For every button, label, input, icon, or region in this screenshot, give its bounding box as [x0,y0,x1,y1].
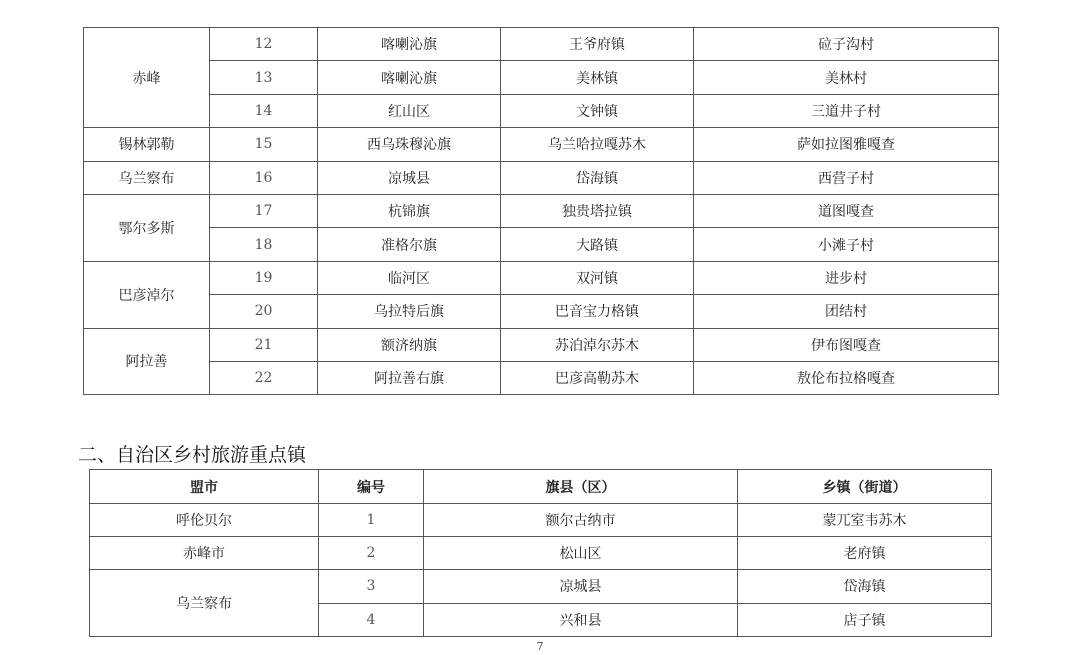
village-cell: 萨如拉图雅嘎查 [694,128,999,161]
county-cell: 凉城县 [318,161,501,194]
town-table [89,469,992,637]
town-cell: 岱海镇 [501,161,694,194]
header-league: 盟市 [90,470,319,504]
table-row [90,504,992,537]
page-number: 7 [536,640,544,653]
village-cell: 西营子村 [694,161,999,194]
county-cell: 额尔古纳市 [424,504,738,537]
table-row [90,570,992,603]
table-row [84,328,999,361]
county-cell: 喀喇沁旗 [318,61,501,94]
number-cell: 17 [210,194,318,227]
county-cell: 阿拉善右旗 [318,361,501,394]
village-cell: 美林村 [694,61,999,94]
village-cell: 敖伦布拉格嘎查 [694,361,999,394]
table-header-row [90,470,992,504]
county-cell: 临河区 [318,261,501,294]
league-cell: 鄂尔多斯 [84,194,210,261]
number-cell: 4 [319,603,424,636]
county-cell: 西乌珠穆沁旗 [318,128,501,161]
number-cell: 12 [210,28,318,61]
header-town: 乡镇（街道） [738,470,992,504]
county-cell: 准格尔旗 [318,228,501,261]
village-cell: 进步村 [694,261,999,294]
town-cell: 巴彦高勒苏木 [501,361,694,394]
number-cell: 3 [319,570,424,603]
town-cell: 巴音宝力格镇 [501,295,694,328]
section-title: 二、自治区乡村旅游重点镇 [78,444,307,466]
header-county: 旗县（区） [424,470,738,504]
town-cell: 独贵塔拉镇 [501,194,694,227]
county-cell: 松山区 [424,537,738,570]
village-cell: 小滩子村 [694,228,999,261]
league-cell: 锡林郭勒 [84,128,210,161]
header-number: 编号 [319,470,424,504]
county-cell: 兴和县 [424,603,738,636]
table-row [84,128,999,161]
county-cell: 红山区 [318,94,501,127]
league-cell: 乌兰察布 [84,161,210,194]
town-cell: 苏泊淖尔苏木 [501,328,694,361]
number-cell: 2 [319,537,424,570]
village-cell: 道图嘎查 [694,194,999,227]
table-row [84,194,999,227]
town-cell: 大路镇 [501,228,694,261]
number-cell: 22 [210,361,318,394]
table-row [84,228,999,261]
county-cell: 额济纳旗 [318,328,501,361]
village-cell: 砬子沟村 [694,28,999,61]
league-cell: 呼伦贝尔 [90,504,319,537]
number-cell: 15 [210,128,318,161]
number-cell: 18 [210,228,318,261]
village-table [83,27,999,395]
table-row [84,361,999,394]
number-cell: 14 [210,94,318,127]
table-row [90,537,992,570]
village-cell: 团结村 [694,295,999,328]
number-cell: 16 [210,161,318,194]
table-row [84,61,999,94]
league-cell: 乌兰察布 [90,570,319,636]
county-cell: 凉城县 [424,570,738,603]
table-row [84,28,999,61]
table-row [84,295,999,328]
town-cell: 双河镇 [501,261,694,294]
town-cell: 老府镇 [738,537,992,570]
number-cell: 1 [319,504,424,537]
county-cell: 乌拉特后旗 [318,295,501,328]
number-cell: 21 [210,328,318,361]
table-row [84,94,999,127]
town-cell: 乌兰哈拉嘎苏木 [501,128,694,161]
town-cell: 文钟镇 [501,94,694,127]
table-row [84,161,999,194]
town-cell: 美林镇 [501,61,694,94]
village-cell: 伊布图嘎查 [694,328,999,361]
number-cell: 19 [210,261,318,294]
town-cell: 蒙兀室韦苏木 [738,504,992,537]
village-cell: 三道井子村 [694,94,999,127]
county-cell: 杭锦旗 [318,194,501,227]
town-cell: 岱海镇 [738,570,992,603]
number-cell: 13 [210,61,318,94]
league-cell: 巴彦淖尔 [84,261,210,328]
number-cell: 20 [210,295,318,328]
town-cell: 王爷府镇 [501,28,694,61]
league-cell: 赤峰市 [90,537,319,570]
league-cell: 赤峰 [84,28,210,128]
table-row [84,261,999,294]
county-cell: 喀喇沁旗 [318,28,501,61]
town-cell: 店子镇 [738,603,992,636]
league-cell: 阿拉善 [84,328,210,395]
